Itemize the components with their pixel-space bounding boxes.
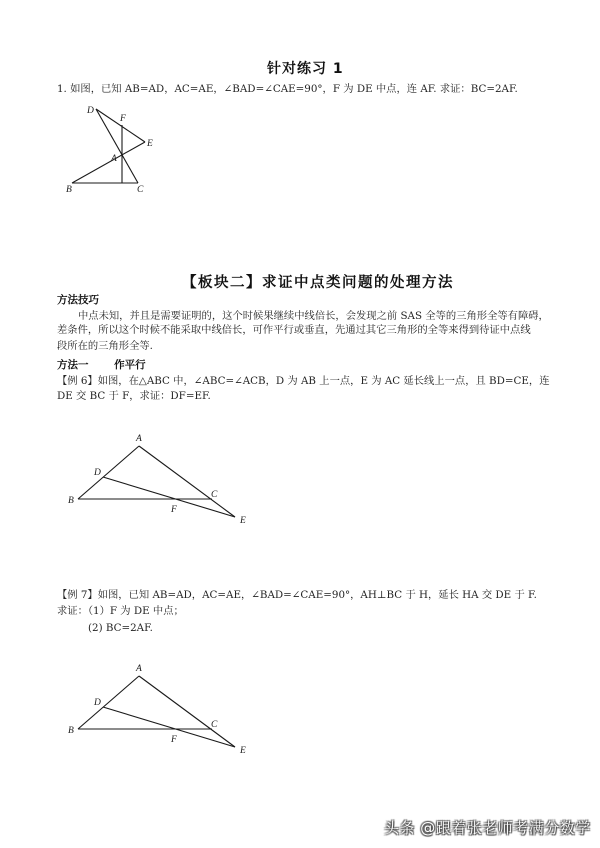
label-B: B: [68, 496, 74, 506]
label-B: B: [68, 726, 74, 736]
example-7-tag: 【例 7】: [57, 589, 98, 601]
label-F: F: [171, 735, 177, 745]
label-C: C: [211, 490, 218, 500]
method-tips-line-3: 段所在的三角形全等.: [57, 340, 153, 352]
label-D: D: [94, 468, 101, 478]
label-B: B: [66, 185, 72, 195]
label-C: C: [211, 720, 218, 730]
example-7-lines: [78, 676, 235, 747]
example-7-line-3: (2) BC=2AF.: [88, 622, 153, 634]
label-A: A: [136, 664, 142, 674]
problem-1-number: 1.: [57, 83, 67, 95]
label-C: C: [137, 185, 144, 195]
example-6-line-2: DE 交 BC 于 F，求证：DF=EF.: [57, 390, 211, 402]
example-7-line-2: 求证：（1）F 为 DE 中点；: [57, 605, 184, 617]
method-tips-line-1: 中点未知，并且是需要证明的，这个时候果继续中线倍长，会发现之前 SAS 全等的三角形全等有障碍，: [78, 310, 549, 322]
label-A: A: [136, 434, 142, 444]
watermark: 头条 @跟着张老师考满分数学: [384, 819, 591, 837]
method-tips-line-2: 差条件，所以这个时候不能采取中线倍长，可作平行或垂直，先通过其它三角形的全等来得到待证中点线: [57, 324, 531, 336]
example-6-tag: 【例 6】: [57, 375, 98, 387]
label-A: A: [111, 154, 117, 164]
label-F: F: [171, 505, 177, 515]
example-7-text-1: 如图，已知 AB=AD，AC=AE，∠BAD=∠CAE=90°，AH⊥BC 于 H，延长 HA 交 DE 于 F.: [97, 589, 537, 601]
label-E: E: [147, 139, 153, 149]
method-1-label: 方法一: [57, 359, 89, 371]
method-tips-heading: 方法技巧: [57, 294, 99, 306]
label-D: D: [94, 698, 101, 708]
problem-1-text: 如图，已知 AB=AD，AC=AE，∠BAD=∠CAE=90°，F 为 DE 中点，连 AF. 求证：BC=2AF.: [70, 83, 518, 95]
section-2-title: 【板块二】求证中点类问题的处理方法: [182, 275, 454, 291]
label-F: F: [120, 114, 126, 124]
method-1-name: 作平行: [114, 359, 146, 371]
practice-title: 针对练习 1: [267, 61, 344, 77]
label-E: E: [240, 516, 246, 526]
label-E: E: [240, 746, 246, 756]
label-D: D: [87, 106, 94, 116]
example-6-text-1: 如图，在△ABC 中，∠ABC=∠ACB，D 为 AB 上一点，E 为 AC 延长线上一点，且 BD=CE，连: [97, 375, 550, 387]
